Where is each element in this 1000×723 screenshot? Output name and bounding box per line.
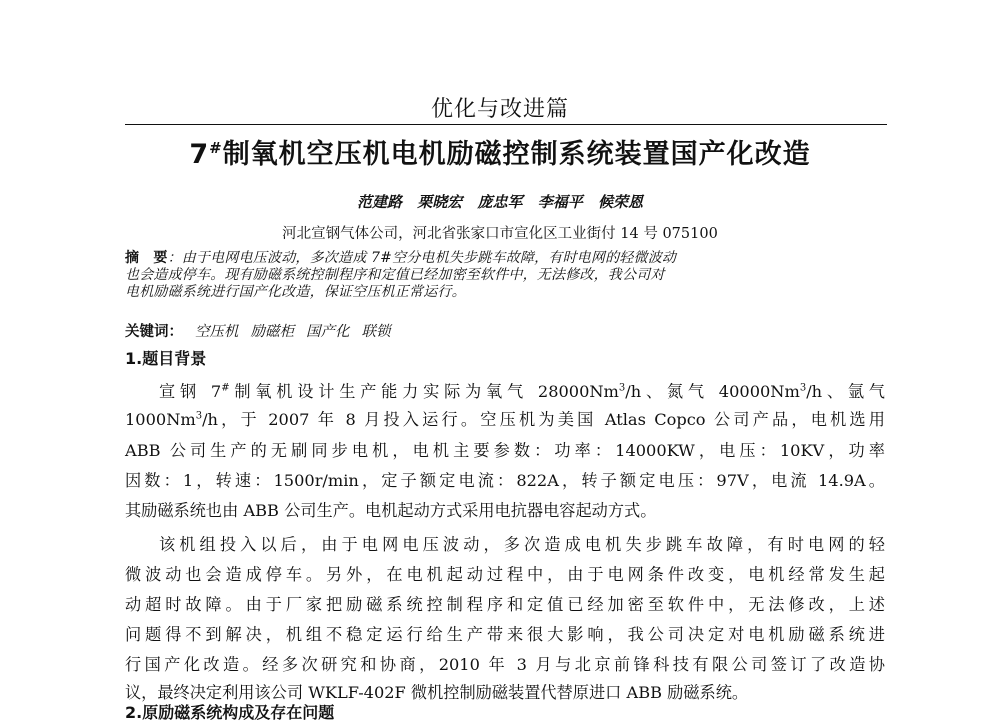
body-line: 问题得不到解决，机组不稳定运行给生产带来很大影响，我公司决定对电机励磁系统进 [125,625,885,644]
section-header: 优化与改进篇 [430,97,569,122]
body-line: 该机组投入以后，由于电网电压波动，多次造成电机失步跳车故障，有时电网的轻 [159,535,885,554]
abstract-label: 摘 要 [125,250,168,266]
abstract [125,250,885,301]
author: 范建路 [356,193,402,211]
body-line: 动超时故障。由于厂家把励磁系统控制程序和定值已经加密至软件中，无法修改，上述 [125,595,885,614]
title-prefix: 7 [189,139,210,170]
author: 庞忠军 [477,193,523,211]
authors [0,191,1000,212]
body-line: 其励磁系统也由 ABB 公司生产。电机起动方式采用电抗器电容起动方式。 [125,501,657,520]
affiliation: 河北宣钢气体公司，河北省张家口市宣化区工业街付 14 号 075100 [282,226,718,242]
keyword: 国产化 [306,324,350,340]
body-line: 微波动也会造成停车。另外，在电机起动过程中，由于电网条件改变，电机经常发生起 [125,565,885,584]
body-line: 宣钢 7#制氧机设计生产能力实际为氧气 28000Nm$^3$/h、氮气 40000Nm$^3$/h、氩气 [159,382,885,401]
author: 候荣恩 [597,193,643,211]
body-line: 行国产化改造。经多次研究和协商，2010 年 3 月与北京前锋科技有限公司签订了改造协 [125,655,885,674]
abstract-line [125,250,885,267]
abstract-line: 电机励磁系统进行国产化改造，保证空压机正常运行。 [125,284,466,300]
section-heading: 2.原励磁系统构成及存在问题 [125,703,335,722]
title-sup: # [209,139,223,157]
body-line: 议，最终决定利用该公司 WKLF-402F 微机控制励磁装置代替原进口 ABB 励磁系统。 [125,683,749,702]
title-rest: 制氧机空压机电机励磁控制系统装置国产化改造 [222,139,811,170]
section-heading: 1.题目背景 [125,349,207,368]
keywords-label: 关键词 [125,323,169,340]
header-rule [125,124,887,125]
keyword: 励磁柜 [250,324,294,340]
body-line: 1000Nm$^3$/h，于 2007 年 8 月投入运行。空压机为美国 Atlas Copco 公司产品，电机选用 [125,410,885,429]
author: 栗晓宏 [417,193,463,211]
abstract-text: ：由于电网电压波动，多次造成 7#空分电机失步跳车故障，有时电网的轻微波动 [167,250,677,266]
body-line: 因数：1，转速：1500r/min，定子额定电流：822A，转子额定电压：97V，电流 14.9A。 [125,471,885,490]
keyword: 联锁 [361,324,391,340]
keywords [125,320,391,341]
abstract-line: 也会造成停车。现有励磁系统控制程序和定值已经加密至软件中，无法修改，我公司对 [125,267,665,283]
paper-title [0,132,1000,171]
keyword: 空压机 [195,324,239,340]
body-line: ABB 公司生产的无刷同步电机，电机主要参数：功率：14000KW，电压：10KV，功率 [125,441,885,460]
author: 李福平 [537,193,583,211]
keywords-colon: ： [168,323,183,340]
